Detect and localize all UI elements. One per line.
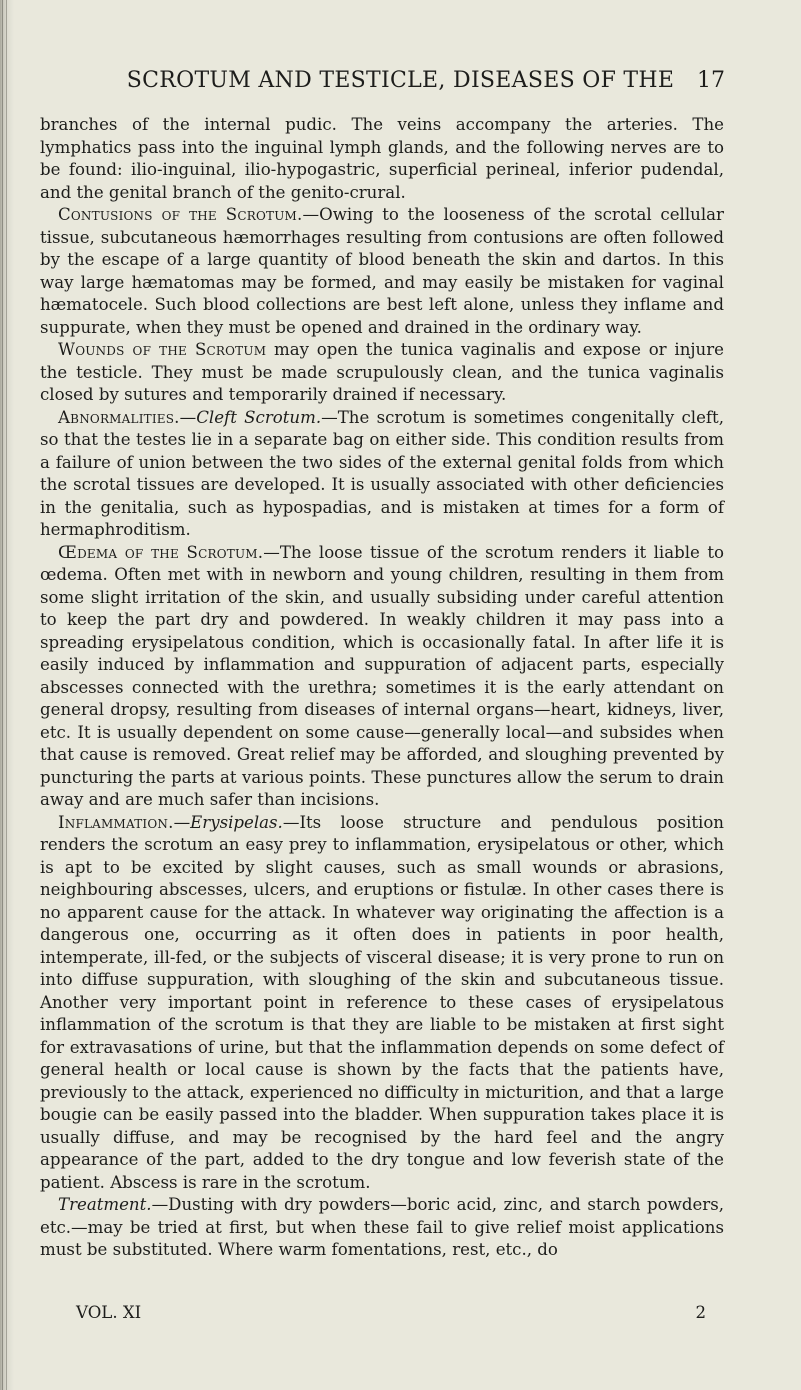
- paragraph-wounds: [40, 339, 724, 407]
- paragraph-abnormalities: [40, 407, 724, 542]
- paragraph-text: —The scrotum is sometimes congenitally cleft, so that the testes lie in a separate bag on either side. This condition results from a failure of union between the two sides of the external genital folds from which the scrotal tissues are developed. It is usually associated with other deficiencies in the genitalia, such as hypospadias, and is mistaken at times for a form of hermaphroditism.: [40, 407, 724, 539]
- paragraph-anatomy-continued: [40, 114, 724, 204]
- article-body: [40, 114, 724, 1262]
- section-heading: Abnormalities.: [58, 407, 180, 427]
- paragraph-inflammation: [40, 812, 724, 1195]
- running-header: [0, 66, 801, 96]
- paragraph-text: —Its loose structure and pendulous position renders the scrotum an easy prey to inflammation, erysipelatous or other, which is apt to be excited by slight causes, such as small wounds or abrasions, neighbouring abscesses, ulcers, and eruptions or fistulæ. In other cases there is no apparent cause for the attack. In whatever way originating the affection is a dangerous one, occurring as it often does in patients in poor health, intemperate, ill-fed, or the subjects of visceral disease; it is very prone to run on into diffuse suppuration, with sloughing of the skin and subcutaneous tissue. Another very important point in reference to these cases of erysipelatous inflammation of the scrotum is that they are liable to be mistaken at first sight for extravasations of urine, but that the inflammation depends on some defect of general health or local cause is shown by the facts that the patients have, previously to the attack, experienced no difficulty in micturition, and that a large bougie can be easily passed into the bladder. When suppuration takes place it is usually diffuse, and may be recognised by the hard feel and the angry appearance of the part, added to the dry tongue and low feverish state of the patient. Abscess is rare in the scrotum.: [40, 812, 724, 1192]
- volume-label: VOL. XI: [76, 1303, 142, 1322]
- section-heading: Contusions of the Scrotum.: [58, 205, 303, 224]
- paragraph-text: branches of the internal pudic. The veins accompany the arteries. The lymphatics pass into the inguinal lymph glands, and the following nerves are to be found: ilio-inguinal, ilio-hypogastric, superficial perineal, inferior pudendal, and the genital branch of the genito-crural.: [40, 115, 724, 202]
- subsection-heading: Treatment.: [58, 1195, 152, 1214]
- paragraph-contusions: [40, 204, 724, 339]
- paragraph-text: —Dusting with dry powders—boric acid, zinc, and starch powders, etc.—may be tried at first, but when these fail to give relief moist applications must be substituted. Where warm fomentations, rest, etc., do: [40, 1195, 724, 1259]
- subsection-heading: —Erysipelas.: [173, 812, 283, 832]
- paragraph-oedema: [40, 542, 724, 812]
- paragraph-text: may open the tunica vaginalis and expose or injure the testicle. They must be made scrupulously clean, and the tunica vaginalis closed by sutures and temporarily drained if necessary.: [40, 340, 725, 404]
- paragraph-text: —The loose tissue of the scrotum renders it liable to œdema. Often met with in newborn and young children, resulting in them from some slight irritation of the skin, and usually subsiding under careful attention to keep the part dry and powdered. In weakly children it may pass into a spreading erysipelatous condition, which is occasionally fatal. In after life it is easily induced by inflammation and suppuration of adjacent parts, especially abscesses connected with the urethra; sometimes it is the early attendant on general dropsy, resulting from diseases of internal organs—heart, kidneys, liver, etc. It is usually dependent on some cause—generally local—and subsides when that cause is removed. Great relief may be afforded, and sloughing prevented by puncturing the parts at various points. These punctures allow the serum to drain away and are much safer than incisions.: [40, 542, 724, 809]
- section-heading: Inflammation.: [58, 812, 174, 832]
- running-title: SCROTUM AND TESTICLE, DISEASES OF THE: [126, 68, 675, 93]
- paragraph-treatment: [40, 1194, 724, 1262]
- binding-line: [2, 0, 3, 1390]
- subsection-heading: —Cleft Scrotum.: [179, 407, 322, 427]
- signature-mark: 2: [695, 1303, 706, 1322]
- section-heading: Wounds of the Scrotum: [58, 340, 267, 359]
- section-heading: Œdema of the Scrotum.: [58, 542, 264, 562]
- paragraph-text: —Owing to the looseness of the scrotal cellular tissue, subcutaneous hæmorrhages resulting from contusions are often followed by the escape of a large quantity of blood beneath the skin and dartos. In this way large hæmatomas may be formed, and may easily be mistaken for vaginal hæmatocele. Such blood collections are best left alone, unless they inflame and suppurate, when they must be opened and drained in the ordinary way.: [40, 205, 724, 337]
- page-binding-edge: [0, 0, 14, 1390]
- binding-line: [6, 0, 7, 1390]
- page-number: 17: [697, 68, 725, 93]
